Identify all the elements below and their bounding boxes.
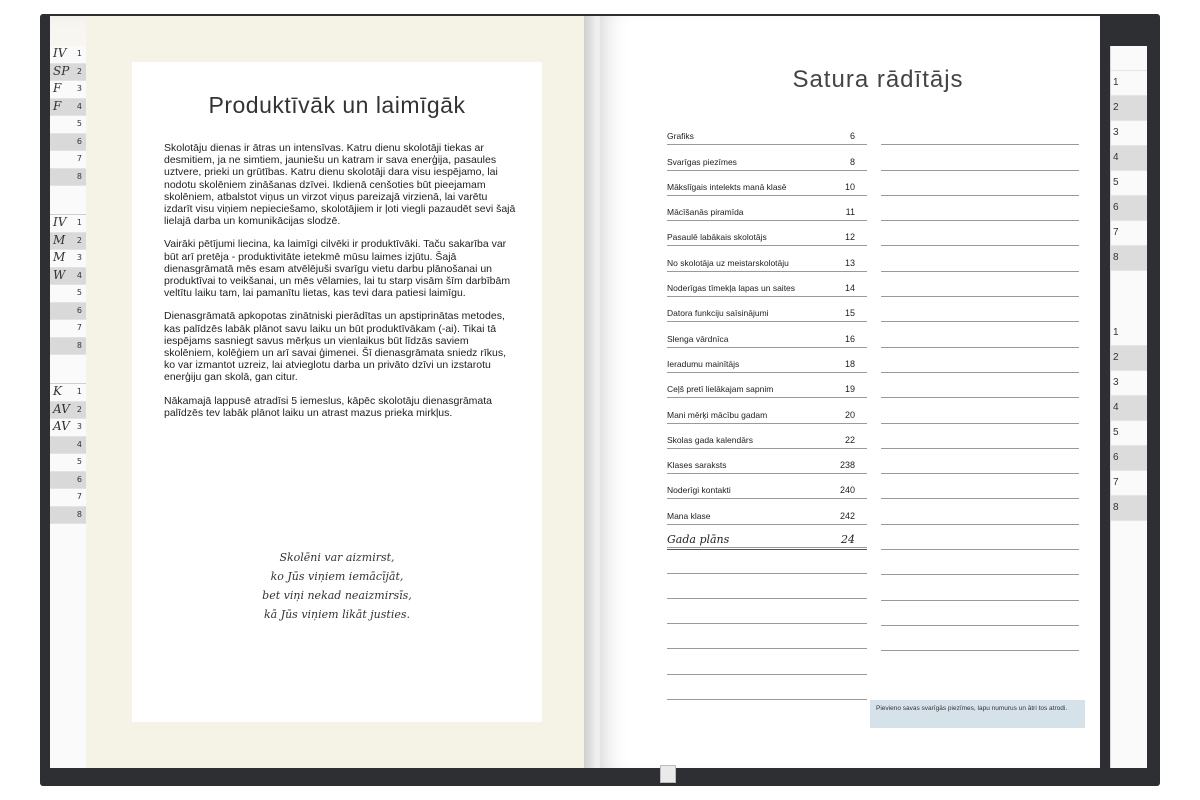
quote-line: Skolēni var aizmirst, [279, 551, 395, 564]
toc-title: Satura rādītājs [792, 66, 964, 93]
toc-page-number: 24 [841, 533, 855, 547]
tab-row [50, 454, 86, 472]
tab-number: 1 [76, 218, 82, 227]
toc-entry [667, 449, 867, 474]
toc-label: No skolotāja uz meistarskolotāju [667, 257, 789, 268]
toc-page-number: 22 [844, 434, 855, 445]
tab-number: 6 [76, 474, 82, 484]
toc-entry [667, 246, 867, 271]
blank-line [881, 171, 1079, 196]
tab-row [50, 338, 86, 356]
tab-row [1111, 396, 1147, 421]
tab-number: 1 [1113, 327, 1119, 338]
blank-line [667, 599, 867, 624]
tab-row [50, 46, 86, 64]
blank-line [881, 499, 1079, 524]
tab-row [50, 507, 86, 525]
bookmark-ribbon [660, 765, 676, 783]
toc-page-number: 10 [844, 181, 855, 192]
toc-label: Svarīgas piezīmes [667, 156, 737, 167]
tab-row [50, 489, 86, 507]
tab-number: 2 [1113, 102, 1119, 113]
tab-gap [50, 186, 86, 215]
blank-line [881, 550, 1079, 575]
notes-column-lines [881, 120, 1079, 651]
tab-number: 8 [76, 171, 82, 181]
blank-line [667, 523, 867, 548]
toc-page-number: 6 [849, 131, 855, 142]
tab-number: 1 [76, 387, 82, 396]
toc-page-number: 13 [844, 257, 855, 268]
blank-line [881, 626, 1079, 651]
left-text-card [132, 62, 542, 722]
tab-number: 4 [76, 101, 82, 111]
tab-number: 6 [1113, 452, 1119, 463]
table-of-contents [667, 120, 867, 550]
tab-number: 4 [1113, 152, 1119, 163]
toc-label: Klases saraksts [667, 460, 727, 471]
tab-number: 7 [76, 492, 82, 501]
blank-line [881, 575, 1079, 600]
tab-number: 7 [1113, 477, 1119, 488]
tab-row [1111, 171, 1147, 196]
blank-line [881, 145, 1079, 170]
tab-gap [50, 355, 86, 384]
tab-number: 4 [76, 270, 82, 280]
tab-number: 2 [76, 404, 82, 414]
tab-row [1111, 471, 1147, 496]
blank-line [881, 398, 1079, 423]
tab-number: 8 [76, 340, 82, 350]
page-title: Produktīvāk un laimīgāk [208, 92, 466, 118]
blank-entry-lines [667, 523, 867, 700]
tab-number: 6 [76, 305, 82, 315]
toc-label: Mākslīgais intelekts manā klasē [667, 181, 787, 192]
toc-entry [667, 322, 867, 347]
tab-number: 4 [76, 439, 82, 449]
tab-mark: F [53, 81, 62, 95]
tab-row [50, 215, 86, 233]
tab-number: 5 [76, 288, 82, 297]
tab-row [50, 384, 86, 402]
tab-row [50, 134, 86, 152]
left-tab-column [50, 46, 87, 768]
blank-line [667, 548, 867, 573]
toc-label: Ieradumu mainītājs [667, 358, 740, 369]
tab-row [50, 169, 86, 187]
tab-number: 4 [1113, 402, 1119, 413]
tab-row [1111, 496, 1147, 521]
paragraph: Nākamajā lappusē atradīsi 5 iemeslus, kāpēc skolotāju dienasgrāmata palīdzēs tev labāk plānot laiku un atrast mazus prieka mirkļus. [164, 394, 493, 419]
toc-entry [667, 272, 867, 297]
toc-label: Datora funkciju saīsinājumi [667, 308, 769, 319]
quote [132, 548, 542, 624]
tab-row [50, 268, 86, 286]
tab-row [1111, 146, 1147, 171]
blank-line [881, 449, 1079, 474]
toc-page-number: 240 [839, 485, 855, 496]
tab-row [50, 402, 86, 420]
tab-mark: IV [53, 46, 67, 60]
tab-row [50, 250, 86, 268]
tab-mark: AV [53, 419, 70, 433]
tab-row [1111, 421, 1147, 446]
tab-row [50, 81, 86, 99]
tab-number: 3 [1113, 377, 1119, 388]
toc-entry [667, 424, 867, 449]
tab-number: 3 [76, 422, 82, 431]
toc-entry [667, 120, 867, 145]
toc-entry [667, 171, 867, 196]
tab-number: 2 [76, 235, 82, 245]
toc-label: Mana klase [667, 510, 711, 521]
tab-mark: K [53, 384, 62, 398]
toc-label: Pasaulē labākais skolotājs [667, 232, 767, 243]
tab-row [1111, 321, 1147, 346]
toc-page-number: 19 [844, 384, 855, 395]
blank-line [881, 373, 1079, 398]
tab-mark: F [53, 98, 62, 113]
toc-page-number: 11 [845, 207, 855, 218]
toc-page-number: 16 [844, 333, 855, 344]
tab-number: 5 [1113, 427, 1119, 438]
toc-entry [667, 499, 867, 524]
toc-label: Noderīgas tīmekļa lapas un saites [667, 283, 796, 294]
quote-line: ko Jūs viņiem iemācījāt, [270, 570, 404, 583]
tab-number: 8 [1113, 252, 1119, 263]
blank-line [881, 474, 1079, 499]
toc-label: Noderīgi kontakti [667, 485, 731, 496]
tab-mark: W [53, 267, 66, 282]
tab-number: 6 [1113, 202, 1119, 213]
tab-row [50, 151, 86, 169]
tab-mark: M [53, 232, 66, 247]
tab-gap [1111, 271, 1147, 321]
toc-entry [667, 474, 867, 499]
tab-row [50, 437, 86, 455]
blank-line [881, 601, 1079, 626]
toc-entry [667, 196, 867, 221]
tab-number: 7 [76, 154, 82, 163]
tab-row [50, 285, 86, 303]
toc-label: Ceļš pretī lielākajam sapnim [667, 384, 774, 395]
tab-row [50, 320, 86, 338]
tab-row [50, 419, 86, 437]
toc-entry [667, 348, 867, 373]
tab-mark: M [53, 250, 66, 264]
tab-number: 7 [1113, 227, 1119, 238]
toc-page-number: 20 [844, 409, 855, 420]
blank-line [667, 624, 867, 649]
blank-line [881, 297, 1079, 322]
blank-line [881, 348, 1079, 373]
toc-entry [667, 145, 867, 170]
tab-number: 6 [76, 136, 82, 146]
toc-label: Gada plāns [667, 533, 730, 547]
tab-row [1111, 371, 1147, 396]
right-tab-column [1110, 46, 1147, 768]
toc-label: Mācīšanās piramīda [667, 207, 744, 218]
tab-number: 8 [76, 509, 82, 519]
tab-number: 2 [1113, 352, 1119, 363]
quote-line: bet viņi nekad neaizmirsīs, [262, 589, 412, 602]
tab-row [50, 99, 86, 117]
paragraph: Vairāki pētījumi liecina, ka laimīgi cilvēki ir produktīvāki. Taču sakarība var būt arī pretēja - produktivitāte ietekmē mūsu laimes izjūtu. Šajā dienasgrāmatā mēs esam atvēlējuši svarīgu vietu darbu plānošanai un produktīvai to veikšanai, un mēs vēlamies, lai tu starp visām šīm darbībām veltītu laiku tam, lai pamanītu lietas, kas tevi dara patiesi laimīgu. [164, 238, 511, 300]
toc-label: Skolas gada kalendārs [667, 434, 754, 445]
tab-spacer [1111, 46, 1147, 71]
tab-number: 3 [76, 84, 82, 93]
tab-row [1111, 346, 1147, 371]
tab-row [1111, 446, 1147, 471]
blank-line [881, 322, 1079, 347]
tab-row [50, 233, 86, 251]
toc-label: Slenga vārdnīca [667, 333, 729, 344]
tab-number: 3 [76, 253, 82, 262]
tab-row [50, 64, 86, 82]
blank-line [881, 246, 1079, 271]
toc-page-number: 242 [839, 510, 855, 521]
tab-number: 2 [76, 66, 82, 76]
blank-line [881, 424, 1079, 449]
paragraph: Dienasgrāmatā apkopotas zinātniski pierādītas un apstiprinātas metodes, kas palīdzēs labāk plānot savu laiku un būt produktīvākam (-ai). Tikai tā iespējams sasniegt savus mērķus un vienlaikus būt līdzās saviem skolēniem, kolēģiem un arī savai ģimenei. Šī dienasgrāmata sniedz rīkus, ko var izmantot uzreiz, lai atvieglotu darba un privāto dzīvi un izstarotu enerģiju gan skolā, gan citur. [164, 310, 506, 384]
tab-number: 5 [76, 119, 82, 128]
tab-number: 3 [1113, 127, 1119, 138]
toc-page-number: 14 [844, 283, 855, 294]
toc-label: Grafiks [667, 131, 694, 142]
tab-row [50, 472, 86, 490]
toc-page-number: 12 [844, 232, 855, 243]
tab-row [1111, 246, 1147, 271]
blank-line [667, 675, 867, 700]
toc-entry [667, 373, 867, 398]
toc-entry [667, 297, 867, 322]
tab-row [1111, 121, 1147, 146]
blank-line [881, 221, 1079, 246]
blank-line [667, 574, 867, 599]
tab-row [1111, 96, 1147, 121]
tab-number: 5 [1113, 177, 1119, 188]
quote-line: kā Jūs viņiem likāt justies. [263, 608, 411, 621]
intro-text [164, 142, 516, 430]
note-box: Pievieno savas svarīgās piezīmes, lapu numurus un ātri tos atrodi. [870, 700, 1085, 728]
tab-number: 8 [1113, 502, 1119, 513]
toc-page-number: 18 [844, 358, 855, 369]
paragraph: Skolotāju dienas ir ātras un intensīvas. Katru dienu skolotāji tiekas ar desmitiem, ja ne simtiem, jauniešu un katram ir sava enerģija, pasaules uztvere, prieki un grūtības. Katru dienu skolotāji dara visu iespējamo, lai nodotu skolēniem zināšanas dzīvei. Ikdienā cenšoties būt pieejamam skolēniem, atbalstot viņus un virzot viņus pareizajā virzienā, lai varētu izdarīt visu viņiem nepieciešamo, skolotājiem ir ļoti viegli pazaudēt sevi šajā lielajā darba un komunikācijas slodzē. [164, 142, 516, 228]
tab-mark: SP [53, 63, 70, 78]
toc-page-number: 15 [844, 308, 855, 319]
toc-entry [667, 221, 867, 246]
blank-line [881, 196, 1079, 221]
blank-line [881, 120, 1079, 145]
tab-number: 7 [76, 323, 82, 332]
tab-number: 1 [1113, 77, 1119, 88]
tab-mark: IV [53, 215, 67, 229]
blank-line [881, 525, 1079, 550]
tab-number: 1 [76, 49, 82, 58]
toc-label: Mani mērķi mācību gadam [667, 409, 768, 420]
toc-page-number: 8 [849, 156, 855, 167]
blank-line [881, 272, 1079, 297]
tab-number: 5 [76, 457, 82, 466]
tab-row [1111, 196, 1147, 221]
tab-row [50, 303, 86, 321]
tab-mark: AV [53, 401, 70, 416]
toc-page-number: 238 [839, 460, 855, 471]
toc-entry [667, 398, 867, 423]
tab-row [1111, 221, 1147, 246]
blank-line [667, 649, 867, 674]
tab-row [1111, 71, 1147, 96]
tab-row [50, 116, 86, 134]
